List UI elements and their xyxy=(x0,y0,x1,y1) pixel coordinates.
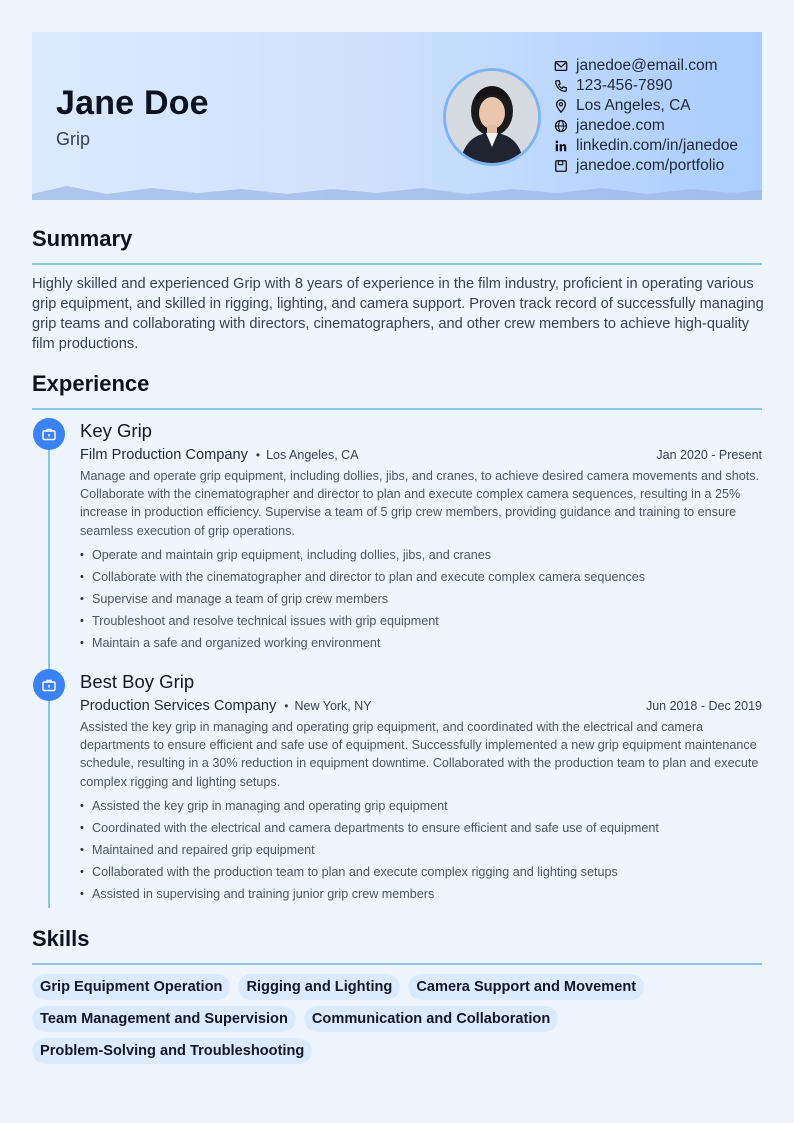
job-meta xyxy=(80,695,762,717)
job-dates: Jan 2020 - Present xyxy=(656,448,762,462)
list-item: • Coordinated with the electrical and camera departments to ensure efficient and safe use of equipment xyxy=(80,817,762,839)
job-description: Assisted the key grip in managing and operating grip equipment, and coordinated with the electrical and camera departments to ensure efficient and safe use of equipment. Successfully implemented a new grip equipment maintenance schedule, resulting in a 30% reduction in equipment downtime. Collaborated with the production team to plan and execute complex rigging and lighting setups. xyxy=(80,720,759,789)
profile-photo xyxy=(446,71,538,163)
job-dates: Jun 2018 - Dec 2019 xyxy=(645,699,762,713)
list-item: • Collaborated with the production team to plan and execute complex rigging and lighting setups xyxy=(80,861,762,883)
contact-linkedin[interactable] xyxy=(554,136,759,156)
skill-chip: Rigging and Lighting xyxy=(238,974,400,1000)
contact-website-text: janedoe.com xyxy=(576,117,665,134)
email-icon xyxy=(554,59,568,73)
contact-phone[interactable] xyxy=(554,76,759,96)
contact-portfolio-text: janedoe.com/portfolio xyxy=(576,157,725,174)
contact-website[interactable] xyxy=(554,116,759,136)
job-company: Film Production Company xyxy=(80,447,248,463)
separator-dot: • xyxy=(284,699,289,713)
candidate-title: Grip xyxy=(56,129,91,149)
header-wave-decoration xyxy=(32,180,762,200)
job-title: Key Grip xyxy=(80,420,152,441)
linkedin-icon xyxy=(554,139,568,153)
skills-divider xyxy=(32,963,762,965)
skill-chip: Communication and Collaboration xyxy=(304,1006,558,1032)
job-description: Manage and operate grip equipment, including dollies, jibs, and cranes, to achieve desired camera movements and shots. Collaborate with the cinematographer and director to plan and execute complex camera sequences, resulting in a 25% increase in production efficiency. Supervise a team of 5 grip crew members, providing guidance and training to ensure seamless execution of grip operations. xyxy=(80,469,760,538)
experience-divider xyxy=(32,408,762,410)
list-item: • Maintained and repaired grip equipment xyxy=(80,839,762,861)
job-location: Los Angeles, CA xyxy=(266,448,359,462)
briefcase-icon xyxy=(33,418,65,450)
job-meta xyxy=(80,444,762,466)
list-item: • Collaborate with the cinematographer and director to plan and execute complex camera sequences xyxy=(80,566,762,588)
summary-heading: Summary xyxy=(32,226,133,251)
skill-chip: Problem-Solving and Troubleshooting xyxy=(32,1038,312,1064)
skill-chip: Camera Support and Movement xyxy=(408,974,644,1000)
portfolio-icon xyxy=(554,159,568,173)
location-pin-icon xyxy=(554,99,568,113)
globe-icon xyxy=(554,119,568,133)
phone-icon xyxy=(554,79,568,93)
job-bullets xyxy=(80,544,762,654)
skills-list xyxy=(32,974,772,1070)
job-entry-key-grip xyxy=(80,418,762,654)
contact-location xyxy=(554,96,759,116)
candidate-name: Jane Doe xyxy=(56,84,209,122)
job-title: Best Boy Grip xyxy=(80,671,195,692)
list-item: • Supervise and manage a team of grip crew members xyxy=(80,588,762,610)
summary-text: Highly skilled and experienced Grip with 8 years of experience in the film industry, proficient in operating various grip equipment, and skilled in rigging, lighting, and camera support. Proven track record of successfully managing grip teams and collaborating with directors, cinematographers, and other crew members to achieve high-quality film productions. xyxy=(32,276,764,352)
list-item: • Troubleshoot and resolve technical issues with grip equipment xyxy=(80,610,762,632)
job-location: New York, NY xyxy=(294,699,372,713)
experience-heading: Experience xyxy=(32,371,150,396)
contact-phone-text: 123-456-7890 xyxy=(576,77,673,94)
summary-divider xyxy=(32,263,762,265)
avatar xyxy=(443,68,541,166)
contact-portfolio[interactable] xyxy=(554,156,759,176)
contact-email-text: janedoe@email.com xyxy=(576,57,718,74)
list-item: • Assisted in supervising and training junior grip crew members xyxy=(80,883,762,905)
resume-header xyxy=(32,32,762,200)
skill-chip: Grip Equipment Operation xyxy=(32,974,230,1000)
skills-heading: Skills xyxy=(32,926,90,951)
contact-location-text: Los Angeles, CA xyxy=(576,97,691,114)
contact-list xyxy=(554,56,759,176)
contact-linkedin-text: linkedin.com/in/janedoe xyxy=(576,137,738,154)
list-item: • Operate and maintain grip equipment, including dollies, jibs, and cranes xyxy=(80,544,762,566)
skill-chip: Team Management and Supervision xyxy=(32,1006,296,1032)
separator-dot: • xyxy=(255,448,261,462)
briefcase-icon xyxy=(33,669,65,701)
list-item: • Assisted the key grip in managing and operating grip equipment xyxy=(80,795,762,817)
list-item: • Maintain a safe and organized working environment xyxy=(80,632,762,654)
contact-email[interactable] xyxy=(554,56,759,76)
job-company: Production Services Company xyxy=(80,698,277,714)
job-bullets xyxy=(80,795,762,905)
job-entry-best-boy-grip xyxy=(80,669,762,905)
